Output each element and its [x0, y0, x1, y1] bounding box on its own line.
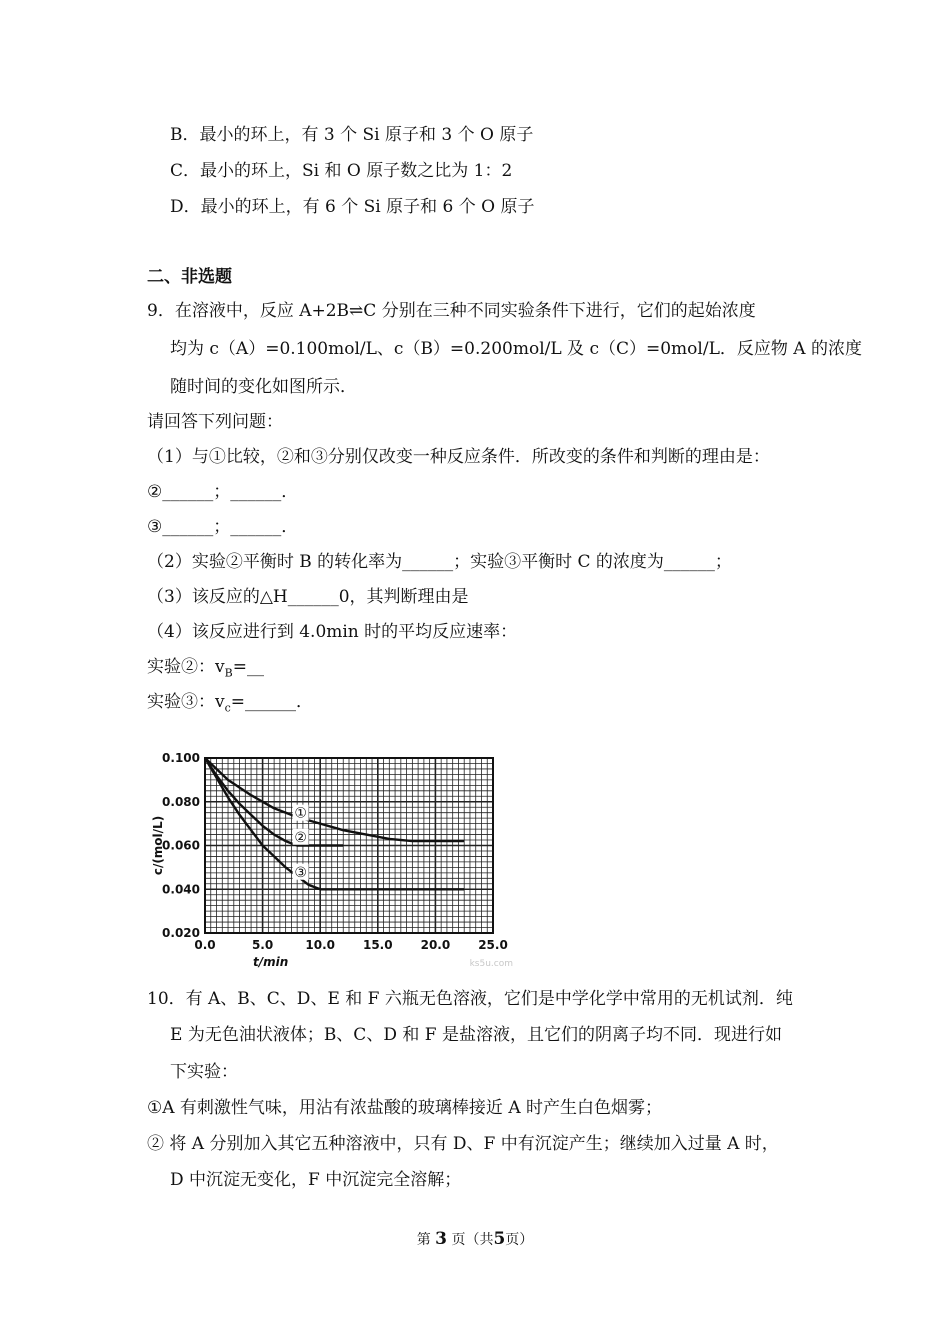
exp2-label: 实验②： — [147, 657, 215, 677]
q9-sub2: （2）实验②平衡时 B 的转化率为______；实验③平衡时 C 的浓度为______； — [147, 552, 732, 572]
exp3-tail: =______． — [230, 692, 314, 712]
q10-step2-line2: D 中沉淀无变化，F 中沉淀完全溶解； — [170, 1170, 462, 1190]
concentration-chart — [148, 730, 520, 970]
q9-line1: 9．在溶液中，反应 A+2B⇌C 分别在三种不同实验条件下进行，它们的起始浓度 — [147, 301, 756, 321]
watermark-text: ks5u.com — [469, 959, 513, 969]
exp3-v: v — [215, 692, 225, 712]
y-axis-title: c/(mol/L) — [151, 815, 165, 876]
option-c: C．最小的环上，Si 和 O 原子数之比为 1：2 — [170, 161, 513, 181]
section-title: 二、非选题 — [147, 267, 232, 287]
q9-sub4: （4）该反应进行到 4.0min 时的平均反应速率： — [147, 622, 518, 642]
exp2-tail: =__ — [232, 657, 264, 677]
q10-step1: ①A 有刺激性气味，用沾有浓盐酸的玻璃棒接近 A 时产生白色烟雾； — [147, 1098, 663, 1118]
page-footer — [0, 1229, 950, 1249]
series-1-curve — [205, 758, 464, 841]
option-d: D．最小的环上，有 6 个 Si 原子和 6 个 O 原子 — [170, 197, 535, 217]
chart-grid — [205, 758, 493, 933]
footer-post: 页） — [505, 1232, 534, 1248]
footer-mid: 页（共 — [451, 1232, 494, 1248]
curve-label-3: ③ — [294, 864, 307, 881]
y-tick-label: 0.020 — [162, 926, 200, 940]
q9-sub1: （1）与①比较，②和③分别仅改变一种反应条件．所改变的条件和判断的理由是： — [147, 447, 770, 467]
x-tick-label: 20.0 — [420, 938, 451, 952]
q9-sub1-answer-3: ③______；______． — [147, 517, 299, 537]
option-b: B．最小的环上，有 3 个 Si 原子和 3 个 O 原子 — [170, 125, 534, 145]
y-tick-label: 0.100 — [162, 751, 200, 765]
y-tick-label: 0.040 — [162, 882, 200, 897]
y-tick-label: 0.060 — [162, 838, 200, 853]
footer-pre: 第 — [416, 1232, 431, 1248]
q9-prompt: 请回答下列问题： — [147, 412, 283, 432]
q9-line2: 均为 c（A）=0.100mol/L、c（B）=0.200mol/L 及 c（C）=0mol/L．反应物 A 的浓度 — [170, 339, 862, 359]
q9-line3: 随时间的变化如图所示． — [170, 377, 357, 397]
exp3-label: 实验③： — [147, 692, 215, 712]
q10-line2: E 为无色油状液体；B、C、D 和 F 是盐溶液，且它们的阴离子均不同．现进行如 — [170, 1025, 782, 1045]
q10-step2-line1: ② 将 A 分别加入其它五种溶液中，只有 D、F 中有沉淀产生；继续加入过量 A 时， — [147, 1134, 779, 1154]
x-tick-label: 15.0 — [362, 938, 393, 952]
x-tick-label: 0.0 — [194, 938, 216, 952]
exp2-v: v — [215, 657, 225, 677]
exp3-sub: c — [224, 701, 231, 715]
q9-exp2-rate — [147, 656, 264, 684]
curve-label-1: ① — [294, 805, 307, 822]
curve-label-2: ② — [294, 829, 307, 846]
x-tick-label: 25.0 — [478, 938, 508, 952]
exp2-sub: B — [224, 666, 233, 680]
footer-page-number: 3 — [435, 1229, 447, 1249]
q10-line3: 下实验： — [170, 1062, 238, 1082]
q9-sub1-answer-2: ②______；______． — [147, 482, 299, 502]
q9-exp3-rate — [147, 691, 313, 719]
x-tick-label: 5.0 — [251, 938, 274, 952]
x-tick-label: 10.0 — [305, 938, 336, 952]
footer-total-pages: 5 — [493, 1229, 506, 1249]
q10-line1: 10．有 A、B、C、D、E 和 F 六瓶无色溶液，它们是中学化学中常用的无机试剂．纯 — [147, 989, 793, 1009]
x-axis-title: t/min — [253, 955, 289, 969]
q9-sub3: （3）该反应的△H______0，其判断理由是 — [147, 587, 469, 607]
y-tick-label: 0.080 — [162, 794, 200, 809]
